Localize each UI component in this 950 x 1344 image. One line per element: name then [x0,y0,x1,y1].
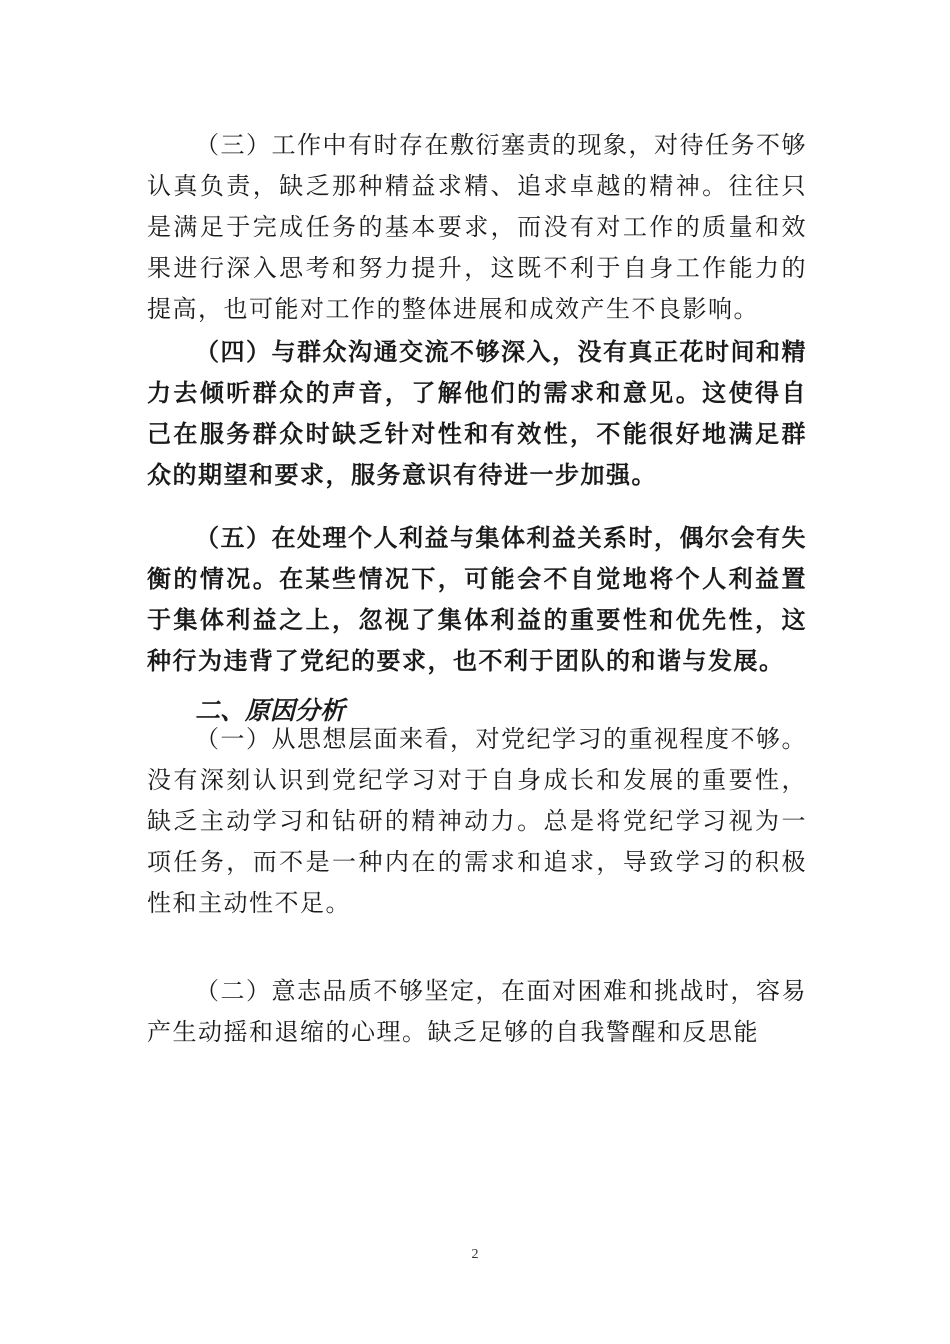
paragraph-cause-1: （一）从思想层面来看，对党纪学习的重视程度不够。没有深刻认识到党纪学习对于自身成长和发展的重要性，缺乏主动学习和钻研的精神动力。总是将党纪学习视为一项任务，而不是一种内在的需求和追求，导致学习的积极性和主动性不足。 [147,725,807,917]
paragraph-item-3: （三）工作中有时存在敷衍塞责的现象，对待任务不够认真负责，缺乏那种精益求精、追求卓越的精神。往往只是满足于完成任务的基本要求，而没有对工作的质量和效果进行深入思考和努力提升，这既不利于自身工作能力的提高，也可能对工作的整体进展和成效产生不良影响。 [147,131,807,323]
paragraph-item-4: （四）与群众沟通交流不够深入，没有真正花时间和精力去倾听群众的声音，了解他们的需求和意见。这使得自己在服务群众时缺乏针对性和有效性，不能很好地满足群众的期望和要求，服务意识有待进一步加强。 [147,337,807,489]
paragraph-item-5: （五）在处理个人利益与集体利益关系时，偶尔会有失衡的情况。在某些情况下，可能会不自觉地将个人利益置于集体利益之上，忽视了集体利益的重要性和优先性，这种行为违背了党纪的要求，也不利于团队的和谐与发展。 [147,523,807,675]
section-heading-cause-analysis: 二、原因分析 [195,696,346,725]
page-number: 2 [471,1247,479,1262]
paragraph-cause-2: （二）意志品质不够坚定，在面对困难和挑战时，容易产生动摇和退缩的心理。缺乏足够的自我警醒和反思能 [147,977,807,1046]
